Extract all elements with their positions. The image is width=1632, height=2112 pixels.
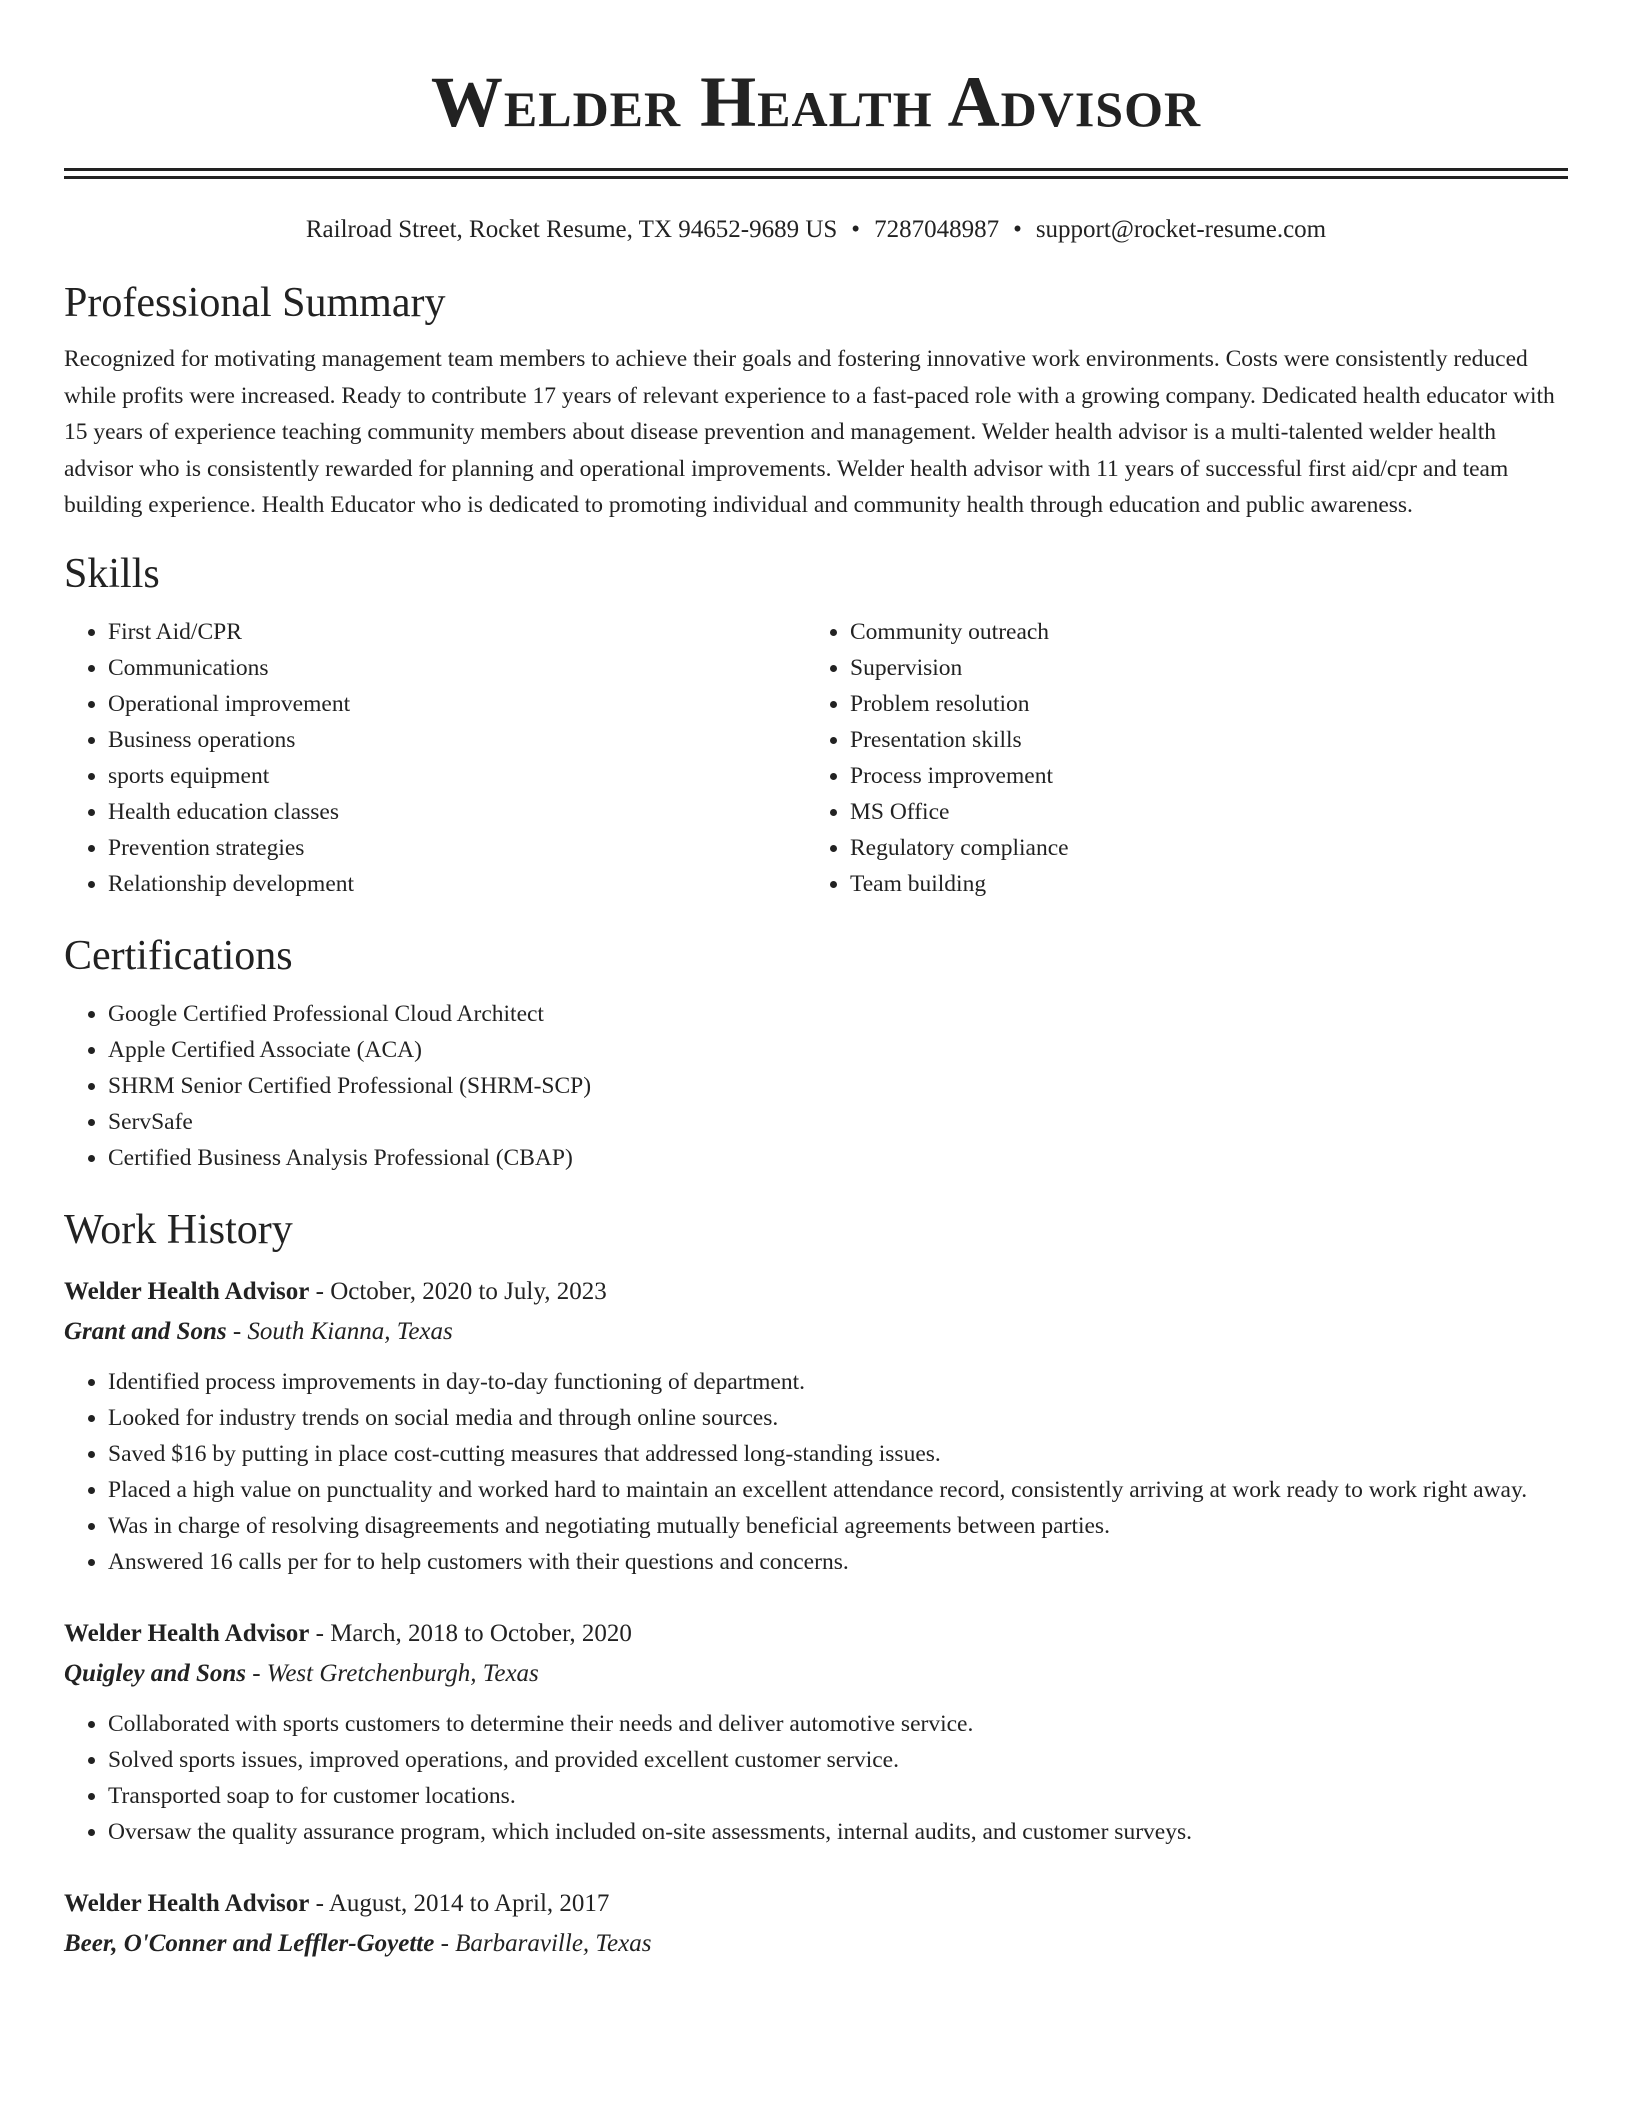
skill-item: • Business operations xyxy=(108,722,806,758)
contact-line xyxy=(64,213,1568,247)
skill-item: • Communications xyxy=(108,650,806,686)
job-duty: • Identified process improvements in day-to-day functioning of department. xyxy=(108,1364,1568,1400)
resume-name: Welder Health Advisor xyxy=(430,62,1202,142)
job-duty: • Was in charge of resolving disagreements and negotiating mutually beneficial agreements between parties. xyxy=(108,1508,1568,1544)
job-role: Welder Health Advisor xyxy=(64,1619,310,1647)
job-header xyxy=(64,1614,1568,1654)
job-entry xyxy=(64,1614,1568,1850)
job-employer xyxy=(64,1924,1568,1964)
contact-separator: • xyxy=(1013,216,1022,243)
job-header xyxy=(64,1272,1568,1312)
job-duty: • Looked for industry trends on social media and through online sources. xyxy=(108,1400,1568,1436)
skills-list-right xyxy=(806,614,1548,902)
summary-heading: Professional Summary xyxy=(64,280,446,326)
skill-item: • Presentation skills xyxy=(850,722,1548,758)
certification-item: • Certified Business Analysis Professional (CBAP) xyxy=(108,1140,1568,1176)
contact-address: Railroad Street, Rocket Resume, TX 94652-9689 US xyxy=(305,216,838,243)
skill-item: • Process improvement xyxy=(850,758,1548,794)
job-company: Quigley and Sons xyxy=(64,1659,246,1687)
job-dates: - August, 2014 to April, 2017 xyxy=(309,1889,610,1917)
job-role: Welder Health Advisor xyxy=(64,1889,310,1917)
job-dates: - October, 2020 to July, 2023 xyxy=(309,1277,607,1305)
job-employer xyxy=(64,1312,1568,1352)
skill-item: • Problem resolution xyxy=(850,686,1548,722)
job-duties-list xyxy=(64,1706,1568,1850)
skill-item: • sports equipment xyxy=(108,758,806,794)
certifications-list xyxy=(64,996,1568,1176)
certifications-heading: Certifications xyxy=(64,932,293,979)
job-entry xyxy=(64,1272,1568,1580)
job-location: - West Gretchenburgh, Texas xyxy=(245,1659,539,1687)
job-duty: • Collaborated with sports customers to determine their needs and deliver automotive service. xyxy=(108,1706,1568,1742)
skill-item: • Operational improvement xyxy=(108,686,806,722)
certification-item: • Apple Certified Associate (ACA) xyxy=(108,1032,1568,1068)
job-header xyxy=(64,1884,1568,1924)
job-duty: • Saved $16 by putting in place cost-cutting measures that addressed long-standing issues. xyxy=(108,1436,1568,1472)
skills-list-left xyxy=(64,614,806,902)
skill-item: • Prevention strategies xyxy=(108,830,806,866)
header-rule-bottom xyxy=(64,176,1568,179)
skills-column-right xyxy=(806,614,1548,902)
job-duty: • Transported soap to for customer locations. xyxy=(108,1778,1568,1814)
skill-item: • Team building xyxy=(850,866,1548,902)
contact-phone: 7287048987 xyxy=(874,216,1000,243)
job-duty: • Oversaw the quality assurance program, which included on-site assessments, internal audits, and customer surveys. xyxy=(108,1814,1568,1850)
skill-item: • Regulatory compliance xyxy=(850,830,1548,866)
skill-item: • First Aid/CPR xyxy=(108,614,806,650)
job-duty: • Answered 16 calls per for to help customers with their questions and concerns. xyxy=(108,1544,1568,1580)
certification-item: • Google Certified Professional Cloud Architect xyxy=(108,996,1568,1032)
skill-item: • MS Office xyxy=(850,794,1548,830)
contact-separator: • xyxy=(851,216,861,243)
work-history-heading: Work History xyxy=(64,1206,293,1253)
job-employer xyxy=(64,1654,1568,1694)
skill-item: • Relationship development xyxy=(108,866,806,902)
job-duty: • Placed a high value on punctuality and worked hard to maintain an excellent attendance record, consistently arriving at work ready to work right away. xyxy=(108,1472,1568,1508)
skills-heading: Skills xyxy=(64,550,160,597)
skills-grid xyxy=(64,614,1568,902)
skill-item: • Community outreach xyxy=(850,614,1548,650)
contact-email: support@rocket-resume.com xyxy=(1035,216,1327,243)
skill-item: • Supervision xyxy=(850,650,1548,686)
header-rule-top xyxy=(64,168,1568,171)
certification-item: • SHRM Senior Certified Professional (SHRM-SCP) xyxy=(108,1068,1568,1104)
job-company: Beer, O'Conner and Leffler-Goyette xyxy=(64,1929,435,1957)
job-location: - Barbaraville, Texas xyxy=(434,1929,652,1957)
job-role: Welder Health Advisor xyxy=(64,1277,310,1305)
job-duties-list xyxy=(64,1364,1568,1580)
skill-item: • Health education classes xyxy=(108,794,806,830)
summary-text: Recognized for motivating management team members to achieve their goals and fostering innovative work environments. Costs were consistently reduced while profits were increased. Ready to contribute 17 years of relevant experience to a fast-paced role with a growing company. Dedicated health educator with 15 years of experience teaching community members about disease prevention and management. Welder health advisor is a multi-talented welder health advisor who is consistently rewarded for planning and operational improvements. Welder health advisor with 11 years of successful first aid/cpr and team building experience. Health Educator who is dedicated to promoting individual and community health through education and public awareness. xyxy=(64,346,1555,519)
certification-item: • ServSafe xyxy=(108,1104,1568,1140)
job-entry xyxy=(64,1884,1568,1964)
skills-column-left xyxy=(64,614,806,902)
job-dates: - March, 2018 to October, 2020 xyxy=(309,1619,632,1647)
job-company: Grant and Sons xyxy=(64,1317,227,1345)
job-duty: • Solved sports issues, improved operations, and provided excellent customer service. xyxy=(108,1742,1568,1778)
job-location: - South Kianna, Texas xyxy=(226,1317,453,1345)
